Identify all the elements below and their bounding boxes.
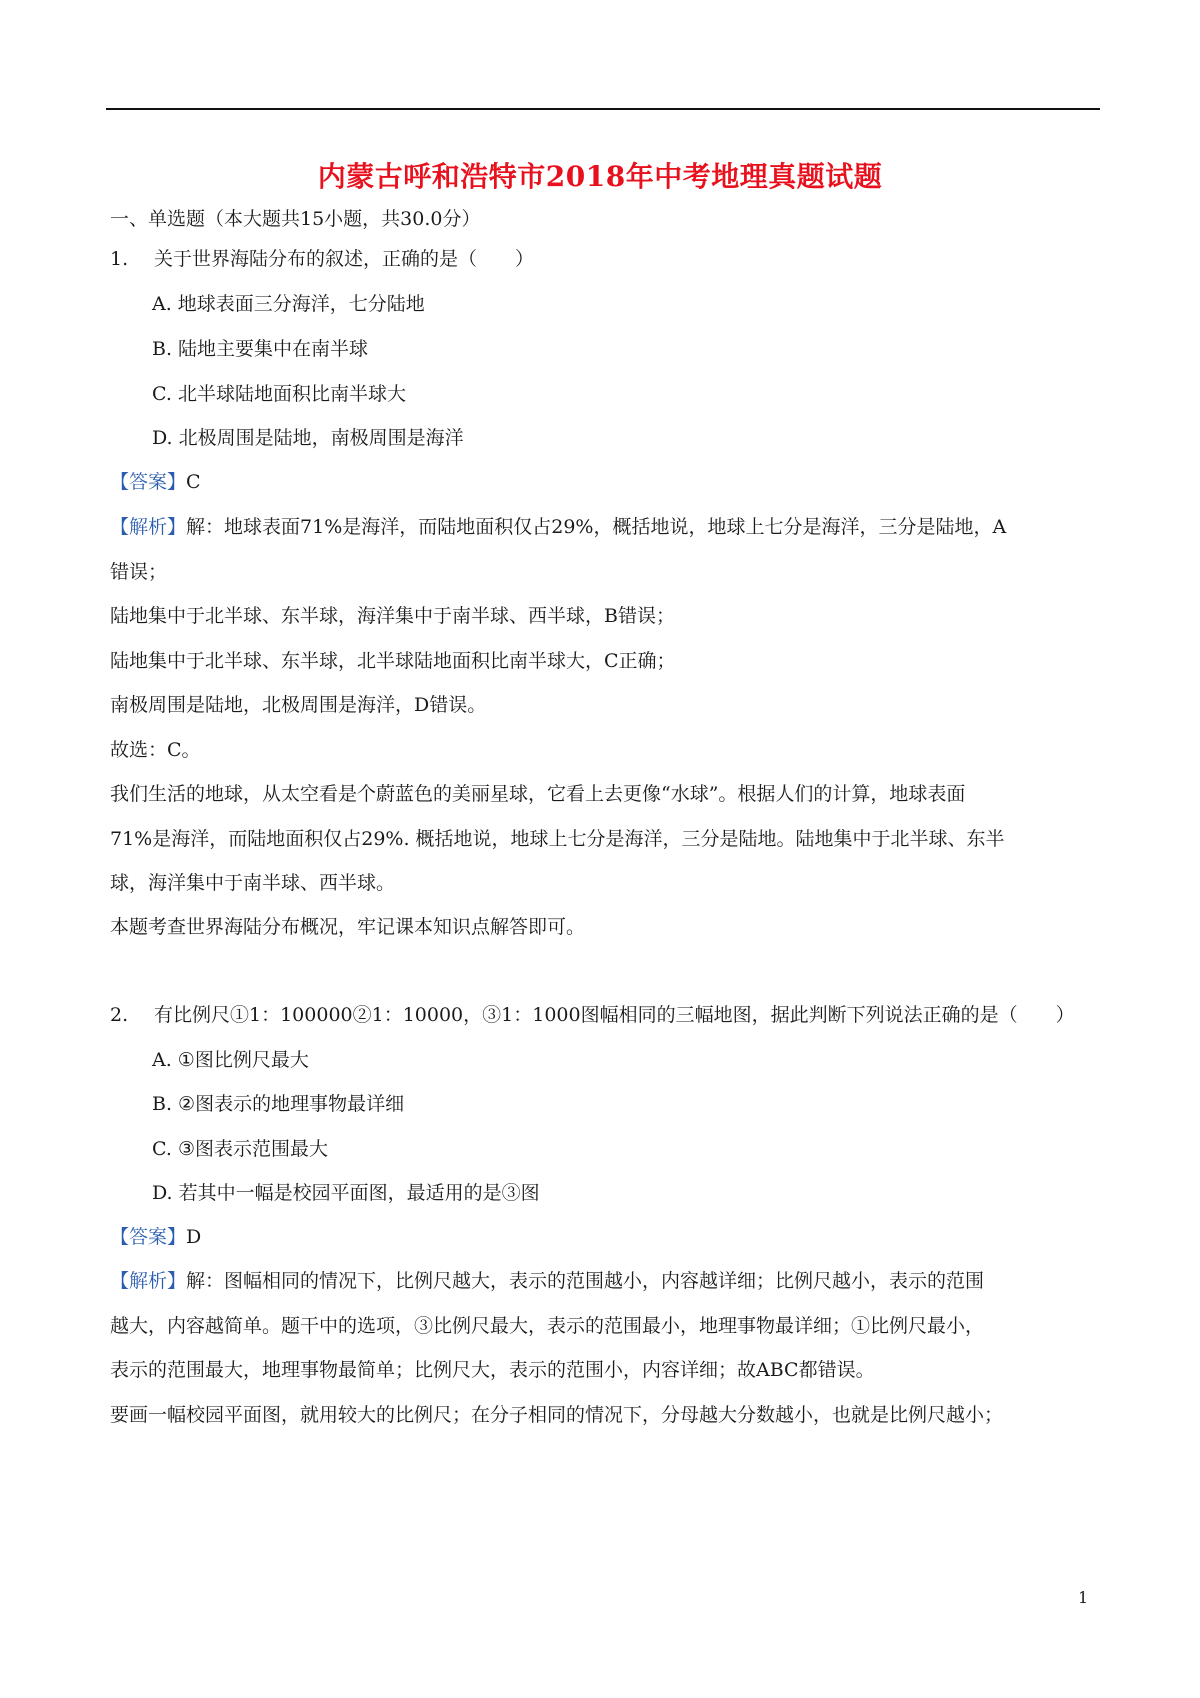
- q2-option-d: D. 若其中一幅是校园平面图，最适用的是③图: [152, 1182, 540, 1204]
- q1-analysis-tag: 【解析】: [110, 516, 187, 538]
- q2-number: 2.: [110, 1004, 129, 1026]
- q1-analysis-line-1: [110, 514, 1006, 540]
- page-title: 内蒙古呼和浩特市2018年中考地理真题试题: [317, 160, 883, 193]
- q2-analysis-line-1: [110, 1268, 984, 1294]
- q2-option-c: C. ③图表示范围最大: [152, 1138, 328, 1160]
- q2-option-a: A. ①图比例尺最大: [152, 1049, 309, 1071]
- q2-answer: [110, 1224, 201, 1250]
- q1-analysis-line-9: 球，海洋集中于南半球、西半球。: [110, 872, 396, 894]
- q1-analysis-line-2: 错误；: [110, 561, 168, 583]
- q2-analysis-text: 解：图幅相同的情况下，比例尺越大，表示的范围越小，内容越详细；比例尺越小，表示的范围: [186, 1270, 985, 1292]
- q2-analysis-line-3: 表示的范围最大，地理事物最简单；比例尺大，表示的范围小，内容详细；故ABC都错误。: [110, 1359, 875, 1381]
- section-header: 一、单选题（本大题共15小题，共30.0分）: [110, 208, 481, 230]
- q1-answer: [110, 469, 201, 495]
- q2-analysis-line-2: 越大，内容越简单。题干中的选项，③比例尺最大，表示的范围最小，地理事物最详细；①比例尺最小，: [110, 1315, 985, 1337]
- q1-number: 1.: [110, 248, 129, 270]
- q1-stem: 关于世界海陆分布的叙述，正确的是（ ）: [154, 248, 535, 270]
- q1-analysis-line-10: 本题考查世界海陆分布概况，牢记课本知识点解答即可。: [110, 916, 586, 938]
- page-number: 1: [1078, 1588, 1089, 1607]
- q2-analysis-tag: 【解析】: [110, 1270, 187, 1292]
- q1-stem-line: [110, 246, 534, 272]
- q1-analysis-line-6: 故选：C。: [110, 739, 201, 761]
- q2-analysis-line-4: 要画一幅校园平面图，就用较大的比例尺；在分子相同的情况下，分母越大分数越小，也就是比例尺越小；: [110, 1404, 1004, 1426]
- q2-option-b: B. ②图表示的地理事物最详细: [152, 1093, 405, 1115]
- header-rule: [106, 108, 1100, 110]
- q1-option-c: C. 北半球陆地面积比南半球大: [152, 383, 406, 405]
- q1-answer-value: C: [186, 471, 201, 493]
- q1-analysis-line-4: 陆地集中于北半球、东半球，北半球陆地面积比南半球大，C正确；: [110, 650, 676, 672]
- q1-option-b: B. 陆地主要集中在南半球: [152, 338, 369, 360]
- q1-analysis-line-3: 陆地集中于北半球、东半球，海洋集中于南半球、西半球，B错误；: [110, 605, 675, 627]
- q1-analysis-line-7: 我们生活的地球，从太空看是个蔚蓝色的美丽星球，它看上去更像“水球”。根据人们的计算，地球表面: [110, 783, 966, 805]
- q2-answer-value: D: [186, 1226, 202, 1248]
- q1-analysis-line-8: 71%是海洋，而陆地面积仅占29%. 概括地说，地球上七分是海洋，三分是陆地。陆地集中于北半球、东半: [110, 828, 1005, 850]
- q2-stem-line: [110, 1002, 1075, 1028]
- q2-stem: 有比例尺①1：100000②1：10000，③1：1000图幅相同的三幅地图，据此判断下列说法正确的是（ ）: [154, 1004, 1075, 1026]
- q1-answer-tag: 【答案】: [110, 471, 187, 493]
- q2-answer-tag: 【答案】: [110, 1226, 187, 1248]
- q1-analysis-line-5: 南极周围是陆地，北极周围是海洋，D错误。: [110, 694, 487, 716]
- q1-option-d: D. 北极周围是陆地，南极周围是海洋: [152, 427, 464, 449]
- q1-analysis-text: 解：地球表面71%是海洋，而陆地面积仅占29%，概括地说，地球上七分是海洋，三分是陆地，A: [186, 516, 1007, 538]
- q1-option-a: A. 地球表面三分海洋，七分陆地: [152, 293, 425, 315]
